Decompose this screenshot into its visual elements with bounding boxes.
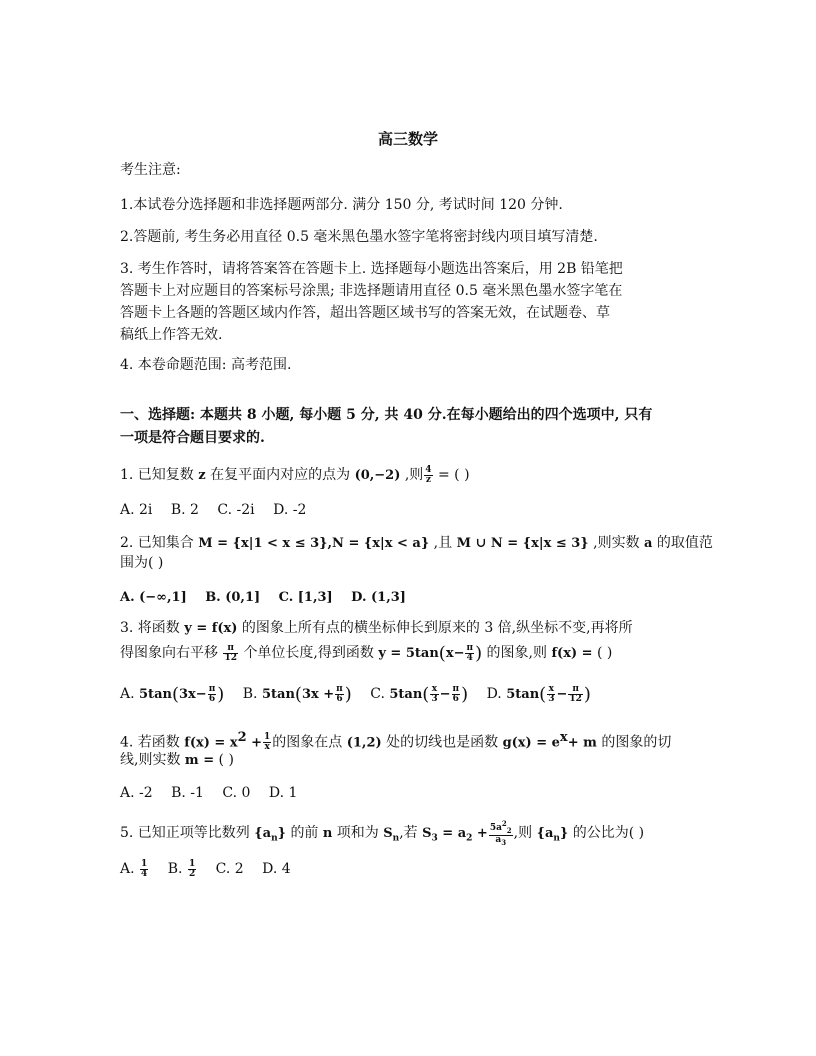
question-2-line-1 <box>120 533 713 554</box>
q1-frac-num: 4 <box>425 464 432 475</box>
q3-text-e: 的图象,则 <box>486 645 547 661</box>
q3-shift-fraction <box>223 644 238 663</box>
q3-option-d-den-1: 3 <box>548 693 555 704</box>
q1-option-d[interactable]: D. -2 <box>273 502 307 518</box>
q3-text-d: 个单位长度,得到函数 <box>243 645 374 661</box>
page-title: 高三数学 <box>377 130 438 148</box>
q3-option-c-den-1: 3 <box>431 693 438 704</box>
q3-option-d-frac-1 <box>547 685 555 704</box>
q3-option-d-num-2: π <box>568 685 583 695</box>
q1-option-a[interactable]: A. 2i <box>120 502 153 518</box>
q4-text-f: ( ) <box>218 752 234 768</box>
q4-gx-sup: x <box>559 730 568 745</box>
question-2-line-2: 围为( ) <box>120 555 164 571</box>
q4-fx-sup: 2 <box>237 730 247 745</box>
q3-text-c: 得图象向右平移 <box>120 645 218 661</box>
q2-set-m-n: M = {x|1 < x ≤ 3},N = {x|x < a} <box>198 536 430 551</box>
q5-option-b[interactable] <box>167 858 197 879</box>
q5-option-b-num: 1 <box>188 858 196 869</box>
q3-option-d-label: D. <box>486 686 502 702</box>
q1-option-c[interactable]: C. -2i <box>217 502 255 518</box>
q1-point: (0,−2) <box>354 468 401 483</box>
q3-option-c-frac-2 <box>452 685 461 704</box>
q2-option-b[interactable]: B. (0,1] <box>205 590 261 605</box>
q3-inner-den: 4 <box>466 652 473 663</box>
notice-item-3-line-1: 3. 考生作答时，请将答案答在答题卡上. 选择题每小题选出答案后，用 2B 铅笔把 <box>120 261 623 277</box>
q4-point: (1,2) <box>346 735 382 751</box>
q5-frac-den <box>489 836 513 847</box>
q4-text-b: 的图象在点 <box>272 734 343 751</box>
question-3-line-2: 得图象向右平移 $\frac{\pi}{12}$ 个单位长度,得到函数 y = 5tan(x− $\frac{\pi}{4}$ ) 的图象,则 f(x) = ( ) <box>120 642 613 664</box>
q2-text-d: 的取值范 <box>656 535 713 551</box>
q3-option-b-inner: 3x + <box>301 687 335 702</box>
q5-option-a[interactable] <box>120 858 149 879</box>
question-5-stem <box>120 819 644 848</box>
q3-text-a: 3. 将函数 <box>120 620 180 636</box>
q5-text-a: 5. 已知正项等比数列 <box>120 824 250 841</box>
notice-heading: 考生注意: <box>120 162 181 178</box>
q5-frac-num-base: 5a <box>489 823 502 833</box>
q5-option-a-fraction <box>140 860 148 879</box>
question-3-line-1 <box>120 618 633 639</box>
notice-item-2: 2.答题前, 考生务必用直径 0.5 毫米黑色墨水签字笔将密封线内项目填写清楚. <box>120 229 598 245</box>
q4-option-a[interactable]: A. -2 <box>120 785 153 801</box>
q5-an2-sub: n <box>553 833 560 844</box>
question-4-options <box>120 783 311 803</box>
q2-text-c: ,则实数 <box>593 535 640 551</box>
q3-option-a[interactable]: A. 5tan(3x− $\frac{\pi}{6}$ ) <box>120 683 225 705</box>
q5-an2-end: } <box>559 825 569 841</box>
q4-text-a: 4. 若函数 <box>120 734 180 751</box>
q4-option-d[interactable]: D. 1 <box>268 785 298 801</box>
q5-option-d[interactable]: D. 4 <box>262 861 291 877</box>
q3-shift-num: π <box>223 644 238 654</box>
q2-text-b: ,且 <box>433 535 453 551</box>
q4-gx: g(x) = e <box>502 735 560 751</box>
q3-shift-den: 12 <box>224 652 237 663</box>
q5-text-e: ,则 <box>513 824 533 841</box>
q3-option-a-func: 5tan <box>139 687 172 702</box>
q5-option-a-num: 1 <box>141 858 148 869</box>
q3-option-d-den-2: 12 <box>569 693 582 704</box>
q3-option-c-den-2: 6 <box>452 693 459 704</box>
q3-option-a-num: π <box>208 683 216 694</box>
q5-s3: S <box>422 825 432 841</box>
q3-inner-num: π <box>466 642 474 653</box>
q2-a: a <box>644 536 653 551</box>
q2-union: M ∪ N = {x|x ≤ 3} <box>456 536 589 551</box>
q5-sn-base: S <box>383 825 393 841</box>
q3-option-c-num-2: π <box>452 683 460 694</box>
q4-fx: f(x) = x <box>184 735 238 751</box>
q5-option-b-fraction <box>188 860 196 879</box>
q5-frac-den-base: a <box>495 834 502 845</box>
question-2-options <box>120 587 420 608</box>
q4-frac-num: 1 <box>264 732 271 743</box>
q5-frac-num <box>489 819 513 836</box>
q3-inner: x− <box>445 646 465 661</box>
q3-option-d-num-1: x <box>548 683 554 694</box>
q1-option-b[interactable]: B. 2 <box>170 502 199 518</box>
q4-text-d: 的图象的切 <box>601 734 672 751</box>
q5-frac-num-sub: 2 <box>506 825 512 835</box>
q5-an-end: } <box>277 825 286 841</box>
notice-item-1: 1.本试卷分选择题和非选择题两部分. 满分 150 分, 考试时间 120 分钟. <box>120 197 563 213</box>
q5-text-f: 的公比为( ) <box>572 824 645 841</box>
q5-option-a-label: A. <box>120 861 135 877</box>
q4-frac-den: x <box>264 742 270 753</box>
q2-option-d[interactable]: D. (1,3] <box>351 590 406 605</box>
q3-option-c-num-1: x <box>431 683 438 694</box>
q3-option-b-num: π <box>336 683 343 694</box>
q3-func: y = 5tan <box>378 646 439 661</box>
q3-fx-eq: f(x) = <box>551 646 593 661</box>
q1-text-a: 1. 已知复数 <box>120 467 194 483</box>
q3-inner-fraction <box>465 644 474 663</box>
question-1-stem <box>120 465 470 486</box>
q5-plus: + <box>476 825 488 841</box>
q3-option-b-den: 6 <box>336 693 343 704</box>
q5-option-b-den: 2 <box>188 868 196 879</box>
q1-z: z <box>198 468 206 483</box>
q5-frac-num-sup: 2 <box>501 819 507 828</box>
q3-option-b-func: 5tan <box>261 687 295 702</box>
q3-option-c-frac-1 <box>430 685 438 704</box>
q4-option-c[interactable]: C. 0 <box>222 785 251 801</box>
q5-an-sub: n <box>271 833 278 844</box>
q2-option-c[interactable]: C. [1,3] <box>278 590 333 605</box>
notice-item-3-line-2: 答题卡上对应题目的答案标号涂黑; 非选择题请用直径 0.5 毫米黑色墨水签字笔在 <box>120 283 623 299</box>
notice-item-4: 4. 本卷命题范围: 高考范围. <box>120 357 292 373</box>
q4-text-c: 处的切线也是函数 <box>386 734 499 751</box>
q2-option-a[interactable]: A. (−∞,1] <box>120 590 187 605</box>
q3-option-c-label: C. <box>370 686 385 702</box>
q5-equation <box>422 825 488 844</box>
q3-text-b: 的图象上所有点的横坐标伸长到原来的 3 倍,纵坐标不变,再将所 <box>241 620 633 636</box>
q5-an-base: {a <box>254 825 272 841</box>
q3-option-c-func: 5tan <box>389 687 423 702</box>
q3-option-d-func: 5tan <box>506 687 540 702</box>
q5-sn <box>383 825 400 844</box>
q5-s3-sub: 3 <box>431 833 438 844</box>
section-heading-line-2: 一项是符合题目要求的. <box>120 430 265 446</box>
q3-option-a-inner: 3x− <box>178 687 207 702</box>
q3-option-b-label: B. <box>242 686 258 702</box>
q3-option-b-fraction <box>335 685 344 704</box>
q5-option-a-den: 4 <box>141 868 148 879</box>
q3-option-a-den: 6 <box>208 693 216 704</box>
question-5-options <box>120 859 305 879</box>
q4-fraction <box>263 733 271 752</box>
q5-sn-sub: n <box>392 833 400 844</box>
q5-n: n <box>322 825 333 841</box>
q3-option-a-fraction <box>208 685 217 704</box>
notice-item-3-line-4: 稿纸上作答无效. <box>120 327 223 343</box>
q3-option-d-frac-2 <box>568 685 583 704</box>
q5-an <box>254 825 286 844</box>
q5-text-c: 项和为 <box>336 824 379 841</box>
q4-text-e: 线,则实数 <box>120 752 181 768</box>
question-4-line-2 <box>120 750 234 771</box>
q3-text-f: ( ) <box>596 645 613 661</box>
q5-a2-sub: 2 <box>466 833 473 844</box>
q3-option-a-label: A. <box>120 686 135 702</box>
q4-option-b[interactable]: B. -1 <box>171 785 204 801</box>
q2-text-a: 2. 已知集合 <box>120 535 194 551</box>
q5-text-d: ,若 <box>399 824 418 841</box>
q1-frac-den: z <box>425 474 431 485</box>
q1-text-b: 在复平面内对应的点为 <box>210 467 351 483</box>
q3-option-c[interactable]: C. 5tan( $\frac{x}{3}$ − $\frac{\pi}{6}$ ) <box>370 683 469 705</box>
notice-item-3-line-3: 答题卡上各题的答题区域内作答，超出答题区域书写的答案无效，在试题卷、草 <box>120 305 610 321</box>
q5-fraction <box>489 819 513 847</box>
q3-fx: y = f(x) <box>184 621 238 636</box>
q4-plus: + <box>251 735 263 751</box>
q1-fraction <box>424 466 432 485</box>
question-3-options <box>120 684 591 705</box>
q5-text-b: 的前 <box>290 824 319 841</box>
q4-gm: + m <box>567 735 597 751</box>
q5-eq: = a <box>442 825 467 841</box>
q5-option-b-label: B. <box>167 861 183 877</box>
q5-frac-den-sub: 3 <box>501 837 507 847</box>
q5-option-c[interactable]: C. 2 <box>215 861 244 877</box>
q5-an2-base: {a <box>536 825 554 841</box>
question-1-options <box>120 500 320 520</box>
q1-text-d: = ( ) <box>438 467 470 483</box>
q3-option-b[interactable]: B. 5tan(3x + $\frac{\pi}{6}$ ) <box>242 683 352 705</box>
q3-option-d[interactable]: D. 5tan( $\frac{x}{3}$ − $\frac{\pi}{12}$ ) <box>486 683 591 705</box>
q1-text-c: ,则 <box>404 467 424 483</box>
section-heading-line-1: 一、选择题: 本题共 8 小题, 每小题 5 分, 共 40 分.在每小题给出的四个选项中, 只有 <box>120 407 653 423</box>
q4-m: m = <box>184 753 215 768</box>
q5-an-2 <box>536 825 569 844</box>
